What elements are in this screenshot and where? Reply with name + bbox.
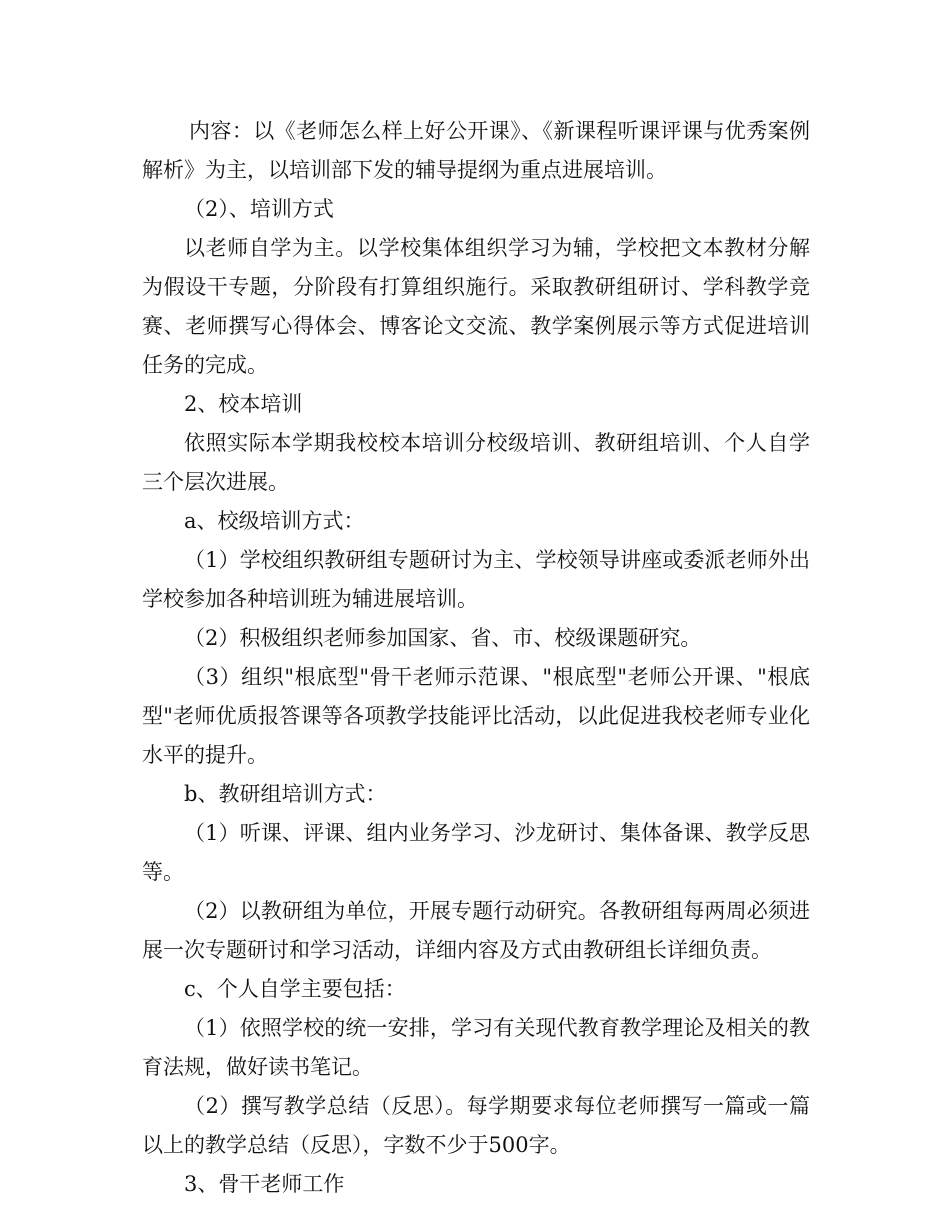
heading-backbone-teacher-work: 3、骨干老师工作 <box>184 1172 345 1196</box>
paragraph-personal-study-1: （1）依照学校的统一安排，学习有关现代教育教学理论及相关的教育法规，做好读书笔记。 <box>142 1016 810 1079</box>
document-body <box>142 112 810 1204</box>
heading-school-training: 2、校本培训 <box>184 392 303 416</box>
paragraph-training-levels: 依照实际本学期我校校本培训分校级培训、教研组培训、个人自学三个层次进展。 <box>142 431 810 494</box>
paragraph-school-level-1: （1）学校组织教研组专题研讨为主、学校领导讲座或委派老师外出学校参加各种培训班为辅进展培训。 <box>142 548 810 611</box>
heading-personal-study: c、个人自学主要包括： <box>184 977 406 1001</box>
paragraph-school-level-2: （2）积极组织老师参加国家、省、市、校级课题研究。 <box>184 626 702 650</box>
heading-training-method: （2）、培训方式 <box>184 197 334 221</box>
paragraph-training-content: 内容：以《老师怎么样上好公开课》、《新课程听课评课与优秀案例解析》为主，以培训部下发的辅导提纲为重点进展培训。 <box>142 119 810 182</box>
paragraph-research-group-1: （1）听课、评课、组内业务学习、沙龙研讨、集体备课、教学反思等。 <box>142 821 810 884</box>
heading-research-group-training: b、教研组培训方式： <box>184 782 387 806</box>
paragraph-research-group-2: （2）以教研组为单位，开展专题行动研究。各教研组每两周必须进展一次专题研讨和学习活动，详细内容及方式由教研组长详细负责。 <box>142 899 810 962</box>
paragraph-personal-study-2: （2）撰写教学总结（反思）。每学期要求每位老师撰写一篇或一篇以上的教学总结（反思），字数不少于500字。 <box>142 1094 810 1157</box>
heading-school-level-training: a、校级培训方式： <box>184 509 365 533</box>
paragraph-school-level-3: （3）组织"根底型"骨干老师示范课、"根底型"老师公开课、"根底型"老师优质报答课等各项教学技能评比活动，以此促进我校老师专业化水平的提升。 <box>142 665 810 767</box>
paragraph-self-study: 以老师自学为主。以学校集体组织学习为辅，学校把文本教材分解为假设干专题，分阶段有打算组织施行。采取教研组研讨、学科教学竞赛、老师撰写心得体会、博客论文交流、教学案例展示等方式促进培训任务的完成。 <box>142 236 810 377</box>
